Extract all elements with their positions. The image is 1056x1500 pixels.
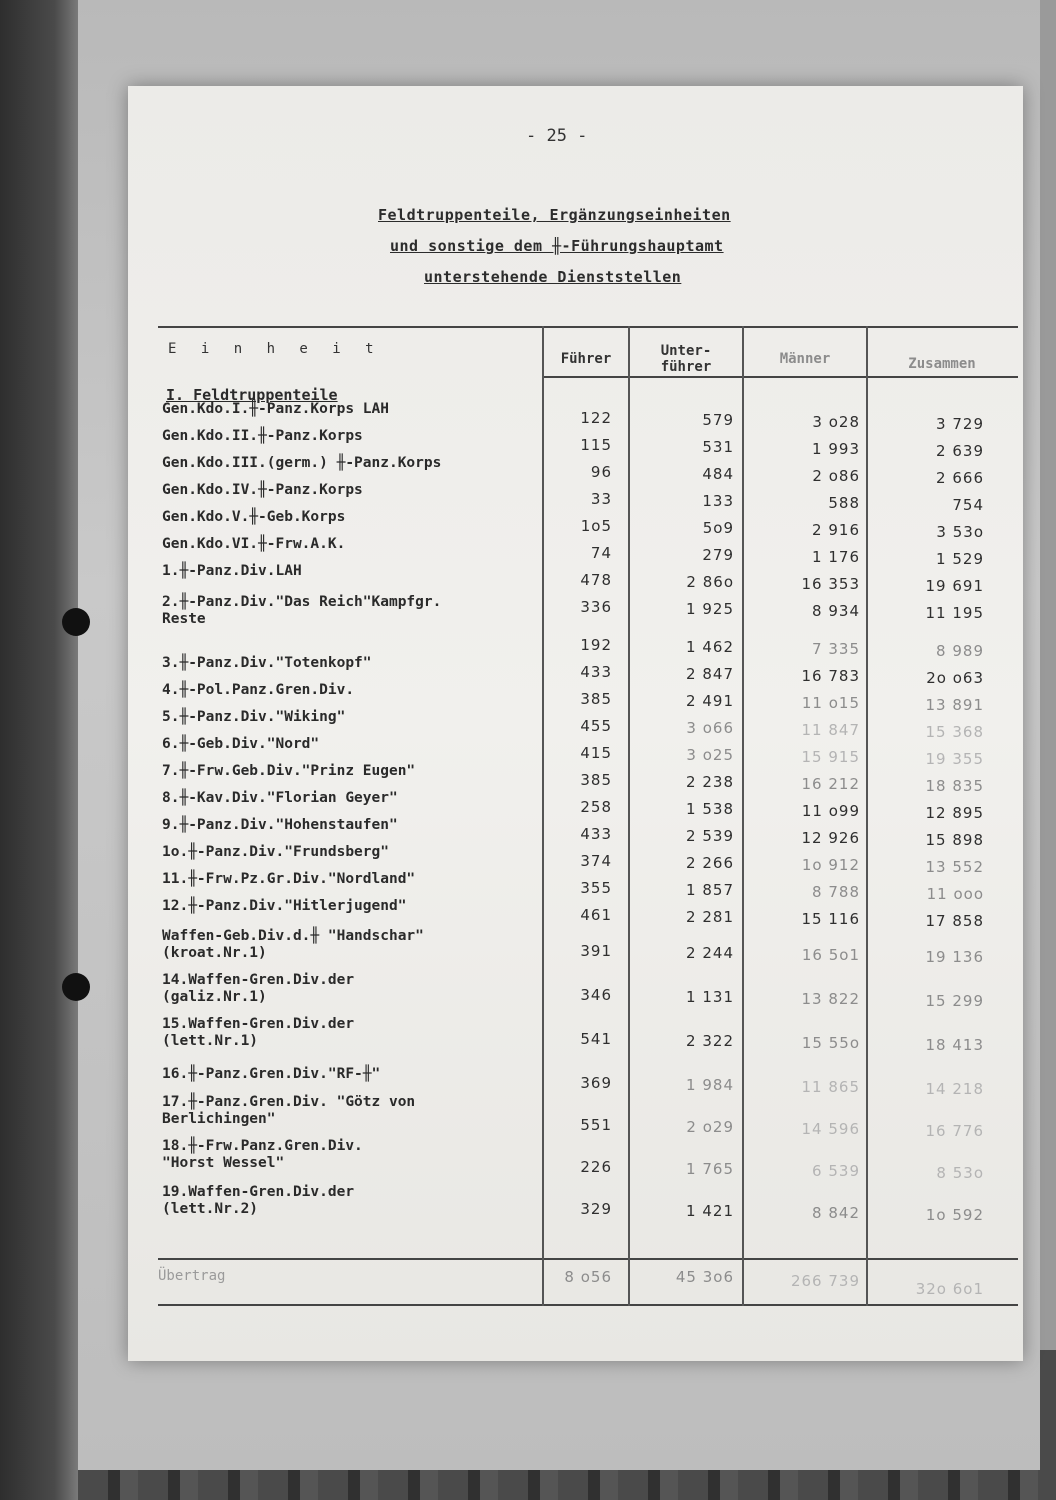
row-maenner: 11 o99	[801, 802, 860, 820]
row-label: 16.╫-Panz.Gren.Div."RF-╫"	[162, 1066, 381, 1082]
row-maenner: 15 116	[801, 910, 860, 928]
row-zusammen: 8 53o	[936, 1164, 984, 1182]
row-zusammen: 3 53o	[936, 523, 984, 541]
col-divider-1	[542, 326, 544, 1306]
row-label: Gen.Kdo.III.(germ.) ╫-Panz.Korps	[162, 455, 442, 471]
row-unterfuehrer: 579	[702, 411, 734, 429]
row-maenner: 11 847	[801, 721, 860, 739]
row-maenner: 8 788	[812, 883, 860, 901]
row-label: 5.╫-Panz.Div."Wiking"	[162, 709, 346, 725]
row-fuehrer: 433	[580, 825, 612, 843]
row-label: Gen.Kdo.VI.╫-Frw.A.K.	[162, 536, 346, 552]
row-label: 17.╫-Panz.Gren.Div. "Götz von Berlichingen"	[162, 1094, 416, 1127]
sum-bottom-rule	[158, 1304, 1018, 1306]
header-fuehrer: Führer	[560, 351, 612, 367]
row-unterfuehrer: 3 o66	[686, 719, 734, 737]
row-label: 1.╫-Panz.Div.LAH	[162, 563, 302, 579]
header-bottom-rule	[542, 376, 1018, 378]
row-fuehrer: 461	[580, 906, 612, 924]
title-line-2: und sonstige dem ╫-Führungshauptamt	[390, 237, 724, 255]
row-zusammen: 18 413	[925, 1036, 984, 1054]
row-label: 6.╫-Geb.Div."Nord"	[162, 736, 320, 752]
row-zusammen: 11 195	[925, 604, 984, 622]
row-label: 12.╫-Panz.Div."Hitlerjugend"	[162, 898, 407, 914]
row-label: Gen.Kdo.II.╫-Panz.Korps	[162, 428, 363, 444]
row-maenner: 2 o86	[812, 467, 860, 485]
row-unterfuehrer: 531	[702, 438, 734, 456]
row-label: 4.╫-Pol.Panz.Gren.Div.	[162, 682, 355, 698]
footer-label: Übertrag	[158, 1268, 226, 1284]
row-label: Waffen-Geb.Div.d.╫ "Handschar" (kroat.Nr.1)	[162, 928, 424, 961]
row-label: 3.╫-Panz.Div."Totenkopf"	[162, 655, 372, 671]
row-maenner: 15 55o	[801, 1034, 860, 1052]
row-fuehrer: 478	[580, 571, 612, 589]
row-unterfuehrer: 2 o29	[686, 1118, 734, 1136]
row-fuehrer: 336	[580, 598, 612, 616]
row-fuehrer: 96	[590, 463, 612, 481]
row-maenner: 11 865	[801, 1078, 860, 1096]
row-maenner: 16 5o1	[801, 946, 860, 964]
row-fuehrer: 192	[580, 636, 612, 654]
footer-zusammen: 32o 6o1	[915, 1280, 984, 1298]
row-zusammen: 12 895	[925, 804, 984, 822]
row-maenner: 8 842	[812, 1204, 860, 1222]
punch-hole-bottom	[62, 973, 90, 1001]
row-unterfuehrer: 1 857	[686, 881, 734, 899]
row-label: 7.╫-Frw.Geb.Div."Prinz Eugen"	[162, 763, 416, 779]
page-number: - 25 -	[526, 126, 588, 146]
row-fuehrer: 385	[580, 690, 612, 708]
row-unterfuehrer: 484	[702, 465, 734, 483]
row-fuehrer: 369	[580, 1074, 612, 1092]
row-fuehrer: 33	[590, 490, 612, 508]
row-zusammen: 14 218	[925, 1080, 984, 1098]
row-maenner: 588	[828, 494, 860, 512]
footer-fuehrer: 8 o56	[564, 1268, 612, 1286]
row-maenner: 16 783	[801, 667, 860, 685]
row-maenner: 3 o28	[812, 413, 860, 431]
row-zusammen: 17 858	[925, 912, 984, 930]
row-fuehrer: 385	[580, 771, 612, 789]
row-unterfuehrer: 2 244	[686, 944, 734, 962]
row-label: 1o.╫-Panz.Div."Frundsberg"	[162, 844, 389, 860]
section-title: I. Feldtruppenteile	[166, 386, 338, 404]
row-label: 14.Waffen-Gren.Div.der (galiz.Nr.1)	[162, 972, 355, 1005]
row-zusammen: 15 368	[925, 723, 984, 741]
binder-edge	[0, 0, 78, 1500]
row-fuehrer: 122	[580, 409, 612, 427]
col-divider-3	[742, 326, 744, 1306]
row-maenner: 6 539	[812, 1162, 860, 1180]
row-fuehrer: 74	[590, 544, 612, 562]
row-zusammen: 15 299	[925, 992, 984, 1010]
sum-top-rule	[158, 1258, 1018, 1260]
row-unterfuehrer: 2 238	[686, 773, 734, 791]
row-maenner: 16 353	[801, 575, 860, 593]
row-zusammen: 1o 592	[925, 1206, 984, 1224]
row-unterfuehrer: 1 421	[686, 1202, 734, 1220]
row-maenner: 1 176	[812, 548, 860, 566]
row-label: 15.Waffen-Gren.Div.der (lett.Nr.1)	[162, 1016, 355, 1049]
row-fuehrer: 415	[580, 744, 612, 762]
row-unterfuehrer: 1 462	[686, 638, 734, 656]
row-unterfuehrer: 1 131	[686, 988, 734, 1006]
row-zusammen: 754	[952, 496, 984, 514]
row-fuehrer: 355	[580, 879, 612, 897]
row-label: 18.╫-Frw.Panz.Gren.Div. "Horst Wessel"	[162, 1138, 363, 1171]
row-maenner: 7 335	[812, 640, 860, 658]
row-maenner: 8 934	[812, 602, 860, 620]
row-maenner: 1o 912	[801, 856, 860, 874]
row-zusammen: 15 898	[925, 831, 984, 849]
row-fuehrer: 1o5	[580, 517, 612, 535]
row-zusammen: 19 136	[925, 948, 984, 966]
row-maenner: 11 o15	[801, 694, 860, 712]
row-label: 11.╫-Frw.Pz.Gr.Div."Nordland"	[162, 871, 416, 887]
row-zusammen: 1 529	[936, 550, 984, 568]
title-line-3: unterstehende Dienststellen	[424, 268, 682, 286]
row-label: 9.╫-Panz.Div."Hohenstaufen"	[162, 817, 398, 833]
row-unterfuehrer: 1 984	[686, 1076, 734, 1094]
row-zusammen: 8 989	[936, 642, 984, 660]
row-fuehrer: 346	[580, 986, 612, 1004]
row-zusammen: 19 691	[925, 577, 984, 595]
row-maenner: 15 915	[801, 748, 860, 766]
row-maenner: 13 822	[801, 990, 860, 1008]
header-unterfuehrer: Unter- führer	[660, 343, 712, 375]
row-unterfuehrer: 2 539	[686, 827, 734, 845]
row-zusammen: 2 639	[936, 442, 984, 460]
row-fuehrer: 455	[580, 717, 612, 735]
punch-hole-top	[62, 608, 90, 636]
row-fuehrer: 258	[580, 798, 612, 816]
row-unterfuehrer: 2 266	[686, 854, 734, 872]
header-maenner: Männer	[779, 351, 831, 367]
row-label: 8.╫-Kav.Div."Florian Geyer"	[162, 790, 398, 806]
row-fuehrer: 433	[580, 663, 612, 681]
row-label: 19.Waffen-Gren.Div.der (lett.Nr.2)	[162, 1184, 355, 1217]
row-fuehrer: 541	[580, 1030, 612, 1048]
row-label: Gen.Kdo.IV.╫-Panz.Korps	[162, 482, 363, 498]
row-maenner: 1 993	[812, 440, 860, 458]
row-unterfuehrer: 3 o25	[686, 746, 734, 764]
row-unterfuehrer: 2 491	[686, 692, 734, 710]
row-unterfuehrer: 2 847	[686, 665, 734, 683]
header-einheit: E i n h e i t	[168, 341, 382, 357]
row-unterfuehrer: 1 925	[686, 600, 734, 618]
row-label: Gen.Kdo.V.╫-Geb.Korps	[162, 509, 346, 525]
row-unterfuehrer: 1 538	[686, 800, 734, 818]
row-label: 2.╫-Panz.Div."Das Reich"Kampfgr. Reste	[162, 594, 442, 627]
title-line-1: Feldtruppenteile, Ergänzungseinheiten	[378, 206, 731, 224]
header-zusammen: Zusammen	[908, 356, 976, 372]
row-zusammen: 11 ooo	[926, 885, 984, 903]
row-fuehrer: 226	[580, 1158, 612, 1176]
row-zusammen: 19 355	[925, 750, 984, 768]
row-zusammen: 13 891	[925, 696, 984, 714]
row-unterfuehrer: 2 281	[686, 908, 734, 926]
footer-maenner: 266 739	[790, 1272, 860, 1290]
table-top-rule	[158, 326, 1018, 328]
row-zusammen: 2 666	[936, 469, 984, 487]
row-maenner: 14 596	[801, 1120, 860, 1138]
row-zusammen: 2o o63	[926, 669, 984, 687]
row-label: Gen.Kdo.I.╫-Panz.Korps LAH	[162, 401, 389, 417]
row-unterfuehrer: 1 765	[686, 1160, 734, 1178]
row-unterfuehrer: 133	[702, 492, 734, 510]
row-zusammen: 3 729	[936, 415, 984, 433]
row-unterfuehrer: 5o9	[702, 519, 734, 537]
row-zusammen: 13 552	[925, 858, 984, 876]
row-fuehrer: 329	[580, 1200, 612, 1218]
row-maenner: 16 212	[801, 775, 860, 793]
document-page	[128, 86, 1023, 1361]
row-fuehrer: 374	[580, 852, 612, 870]
row-zusammen: 16 776	[925, 1122, 984, 1140]
row-unterfuehrer: 2 86o	[686, 573, 734, 591]
row-zusammen: 18 835	[925, 777, 984, 795]
col-divider-4	[866, 326, 868, 1306]
row-unterfuehrer: 2 322	[686, 1032, 734, 1050]
row-maenner: 12 926	[801, 829, 860, 847]
row-unterfuehrer: 279	[702, 546, 734, 564]
footer-unterfuehrer: 45 3o6	[675, 1268, 734, 1286]
row-fuehrer: 115	[580, 436, 612, 454]
col-divider-2	[628, 326, 630, 1306]
row-fuehrer: 391	[580, 942, 612, 960]
row-fuehrer: 551	[580, 1116, 612, 1134]
row-maenner: 2 916	[812, 521, 860, 539]
